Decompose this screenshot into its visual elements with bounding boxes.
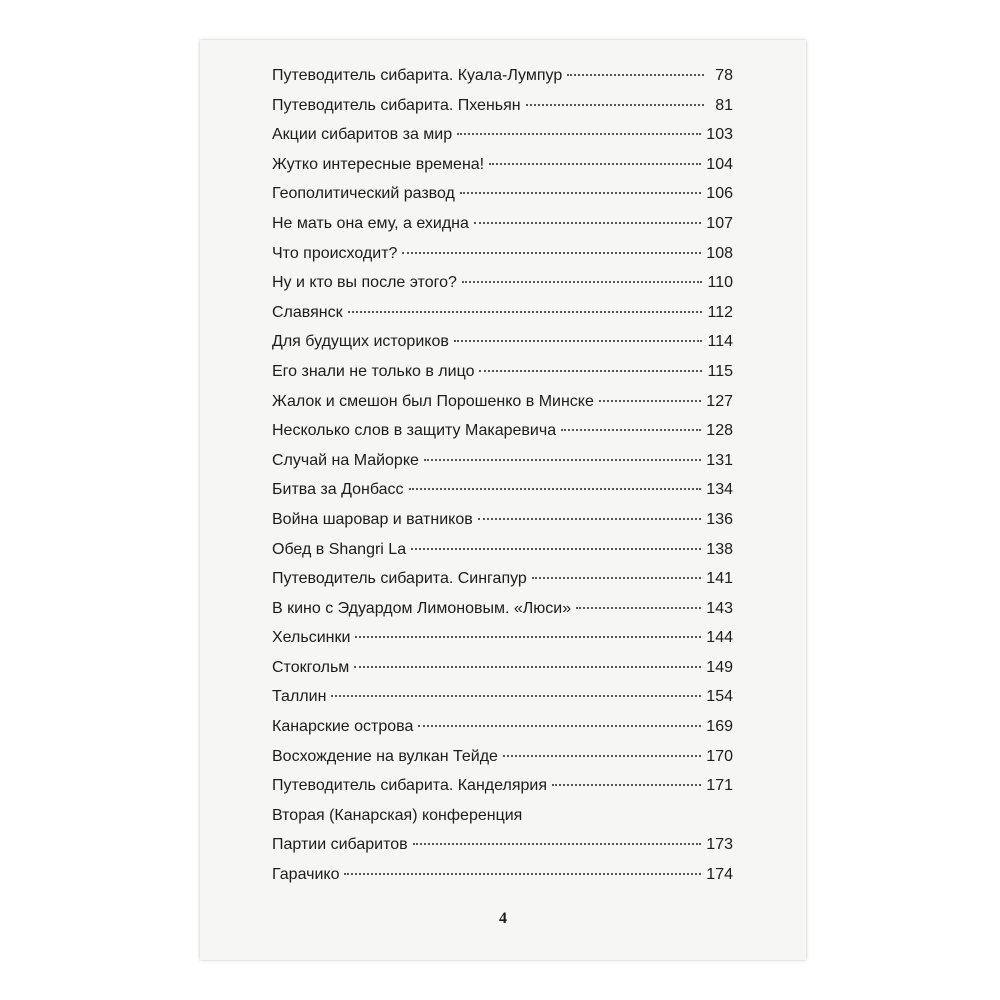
toc-entry [272, 836, 733, 866]
toc-entry-title: Для будущих историков [272, 333, 449, 351]
toc-entry-page: 144 [706, 629, 733, 647]
toc-entry-page: 171 [706, 777, 733, 795]
toc-entry-title: Вторая (Канарская) конференция [272, 806, 523, 824]
toc-entry [272, 67, 733, 97]
toc-entry-page: 78 [715, 67, 733, 84]
dot-leader [478, 518, 702, 520]
toc-entry-page: 136 [706, 510, 733, 528]
dot-leader [503, 755, 701, 757]
toc-entry-page: 134 [706, 481, 733, 499]
toc-entry-page: 112 [707, 303, 733, 321]
dot-leader [526, 104, 704, 106]
toc-entry [272, 156, 733, 186]
dot-leader [409, 488, 702, 490]
dot-leader [552, 784, 701, 786]
toc-entry-page: 143 [706, 599, 733, 617]
toc-entry-title: Не мать она ему, а ехидна [272, 214, 469, 232]
toc-entry-page: 154 [706, 688, 733, 706]
dot-leader [599, 400, 701, 402]
toc-entry-title: Партии сибаритов [272, 836, 408, 854]
toc-entry [272, 777, 733, 807]
toc-entry [272, 629, 733, 659]
toc-entry [272, 481, 733, 511]
toc-entry-page: 131 [706, 451, 733, 469]
toc-entry [272, 511, 733, 541]
toc-entry-title: Его знали не только в лицо [272, 362, 475, 380]
dot-leader [561, 429, 701, 431]
toc-entry [272, 304, 733, 334]
toc-entry-page: 114 [707, 333, 733, 351]
dot-leader [344, 873, 701, 875]
toc-entry-title: Путеводитель сибарита. Пхеньян [272, 96, 521, 114]
toc-entry [272, 718, 733, 748]
toc-entry-page: 174 [706, 866, 733, 884]
toc-entry-title: Славянск [272, 303, 343, 321]
toc-entry [272, 570, 733, 600]
toc-entry-title: Битва за Донбасс [272, 481, 404, 499]
toc-entry-title: Акции сибаритов за мир [272, 126, 453, 144]
toc-entry [272, 363, 733, 393]
toc-entry-title: Хельсинки [272, 629, 351, 647]
dot-leader [402, 252, 701, 254]
toc-entry-title: Обед в Shangri La [272, 540, 407, 558]
toc-entry-title: Путеводитель сибарита. Канделярия [272, 777, 547, 795]
toc-entry [272, 333, 733, 363]
dot-leader [479, 370, 702, 372]
toc-entry [272, 422, 733, 452]
toc-entry [272, 185, 733, 215]
toc-entry [272, 126, 733, 156]
dot-leader [462, 281, 703, 283]
dot-leader [474, 222, 701, 224]
toc-entry [272, 541, 733, 571]
toc-entry [272, 215, 733, 245]
toc-entry [272, 600, 733, 630]
toc-entry [272, 452, 733, 482]
toc-entry-title: Случай на Майорке [272, 451, 419, 469]
toc-entry-title: Стокгольм [272, 658, 350, 676]
toc-entry-title: Гарачико [272, 866, 340, 884]
toc-entry-multiline-start [272, 807, 733, 837]
toc-entry-title: Таллин [272, 688, 327, 706]
toc-entry-page: 149 [706, 658, 733, 676]
book-page [200, 40, 806, 960]
toc-entry-title: Путеводитель сибарита. Куала-Лумпур [272, 67, 563, 84]
toc-entry [272, 748, 733, 778]
dot-leader [348, 311, 703, 313]
page-number: 4 [499, 910, 507, 927]
toc-entry [272, 97, 733, 127]
toc-entry-page: 106 [706, 185, 733, 203]
dot-leader [424, 459, 701, 461]
dot-leader [411, 548, 701, 550]
toc-entry-page: 128 [706, 422, 733, 440]
toc-entry-page: 107 [706, 214, 733, 232]
table-of-contents [272, 67, 733, 896]
toc-entry-title: Что происходит? [272, 244, 398, 262]
toc-entry-page: 169 [706, 718, 733, 736]
dot-leader [567, 74, 704, 76]
toc-entry-page: 127 [706, 392, 733, 410]
toc-entry-title: Восхождение на вулкан Тейде [272, 747, 498, 765]
dot-leader [457, 133, 701, 135]
toc-entry-title: Канарские острова [272, 718, 414, 736]
toc-entry-page: 110 [707, 274, 733, 292]
dot-leader [460, 192, 701, 194]
toc-entry [272, 688, 733, 718]
toc-entry-page: 103 [706, 126, 733, 144]
dot-leader [532, 577, 701, 579]
toc-entry [272, 274, 733, 304]
toc-entry-page: 81 [715, 96, 733, 114]
toc-entry-title: Геополитический развод [272, 185, 455, 203]
toc-entry-title: Ну и кто вы после этого? [272, 274, 457, 292]
toc-entry-title: В кино с Эдуардом Лимоновым. «Люси» [272, 599, 572, 617]
toc-entry-page: 141 [706, 570, 733, 588]
toc-entry [272, 393, 733, 423]
toc-entry-page: 173 [706, 836, 733, 854]
toc-entry-page: 115 [707, 362, 733, 380]
toc-entry-title: Жалок и смешон был Порошенко в Минске [272, 392, 594, 410]
dot-leader [354, 666, 701, 668]
dot-leader [331, 695, 701, 697]
dot-leader [413, 843, 702, 845]
dot-leader [576, 607, 701, 609]
toc-entry [272, 659, 733, 689]
toc-entry-title: Война шаровар и ватников [272, 510, 473, 528]
dot-leader [355, 636, 701, 638]
toc-entry-page: 138 [706, 540, 733, 558]
toc-entry-page: 108 [706, 244, 733, 262]
toc-entry-page: 104 [706, 155, 733, 173]
toc-entry-page: 170 [706, 747, 733, 765]
toc-entry-title: Путеводитель сибарита. Сингапур [272, 570, 527, 588]
toc-entry [272, 866, 733, 896]
toc-entry-title: Несколько слов в защиту Макаревича [272, 422, 557, 440]
toc-entry [272, 245, 733, 275]
toc-entry-title: Жутко интересные времена! [272, 155, 485, 173]
dot-leader [454, 340, 703, 342]
dot-leader [418, 725, 701, 727]
dot-leader [489, 163, 701, 165]
